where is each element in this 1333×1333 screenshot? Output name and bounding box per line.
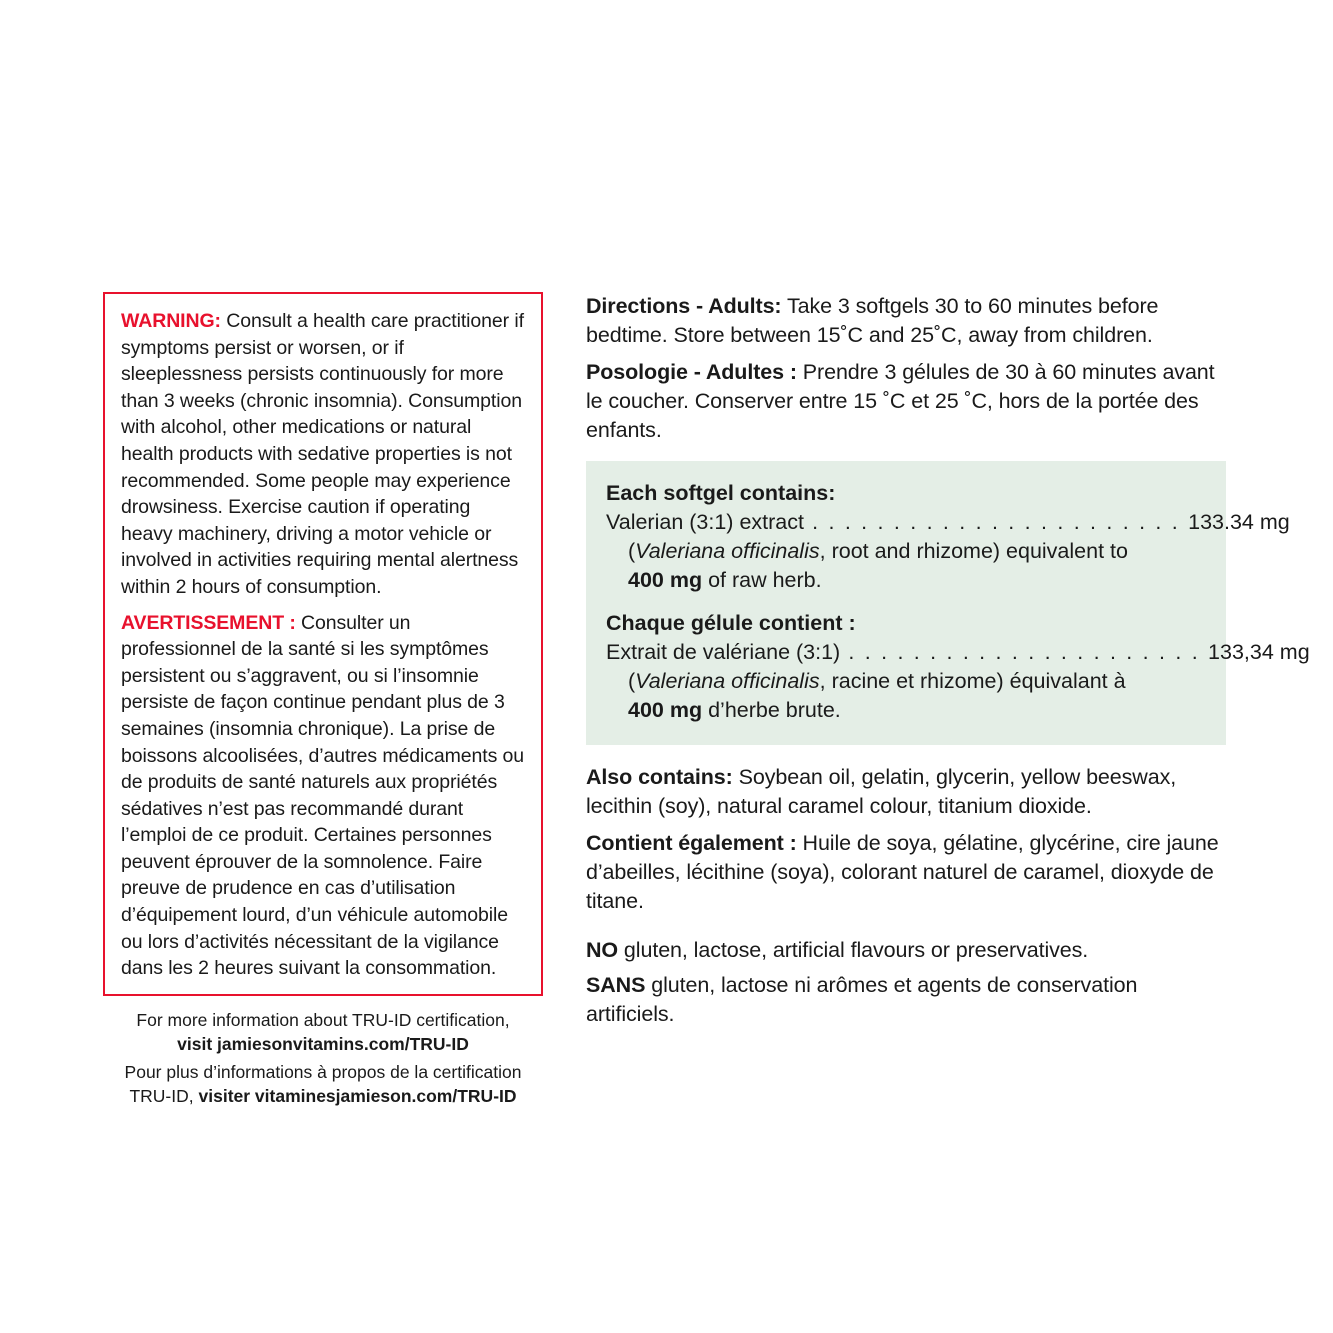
tru-id-prefix-fr: TRU-ID, [129, 1085, 199, 1106]
also-lead-fr: Contient également : [586, 831, 797, 855]
also-body-en: Soybean oil, gelatin, glycerin, yellow beeswax, lecithin (soy), natural caramel colour, titanium dioxide. [586, 765, 1177, 818]
facts-sub-post-fr: , racine et rhizome) équivalant à [819, 669, 1126, 693]
tru-id-line-fr-1: Pour plus d’informations à propos de la certification [124, 1061, 522, 1082]
free-from-en [586, 936, 1226, 965]
facts-row-en [606, 508, 1290, 537]
also-contains-fr [586, 829, 1226, 916]
facts-rawherb-text-en: of raw herb. [702, 568, 822, 592]
facts-rawherb-amount-fr: 400 mg [628, 698, 703, 722]
left-column [103, 292, 543, 1108]
also-contains-section [586, 763, 1226, 916]
supplement-facts-box [586, 461, 1310, 745]
facts-rawherb-amount-en: 400 mg [628, 568, 703, 592]
directions-section [586, 292, 1226, 445]
facts-sub-pre-en: ( [628, 539, 636, 563]
free-lead-fr: SANS [586, 973, 646, 997]
also-lead-en: Also contains: [586, 765, 733, 789]
warning-text-fr [121, 610, 525, 982]
tru-id-line-fr-2 [103, 1084, 543, 1108]
directions-lead-fr: Posologie - Adultes : [586, 360, 797, 384]
also-contains-en [586, 763, 1226, 821]
facts-row-fr [606, 638, 1310, 667]
also-body-fr: Huile de soya, gélatine, glycérine, cire jaune d’abeilles, lécithine (soya), colorant naturel de caramel, dioxyde de titane. [586, 831, 1219, 913]
warning-lead-fr: AVERTISSEMENT : [121, 611, 296, 634]
facts-dots-fr: . . . . . . . . . . . . . . . . . . . . . . [840, 640, 1209, 664]
facts-subtext2-fr [606, 696, 1206, 725]
tru-id-info [103, 1008, 543, 1108]
facts-ingredient-fr: Extrait de valériane (3:1) [606, 640, 841, 664]
facts-latin-name-en: Valeriana officinalis [635, 539, 820, 563]
facts-amount-fr: 133,34 mg [1208, 640, 1310, 664]
warning-body-en: Consult a health care practitioner if symptoms persist or worsen, or if sleeplessness persists continuously for more than 3 weeks (chronic insomnia). Consumption with alcohol, other medications or natural health products with sedative properties is not recommended. Some people may experience drowsiness. Exercise caution if operating heavy machinery, driving a motor vehicle or involved in activities requiring mental alertness within 2 hours of consumption. [121, 310, 524, 598]
free-from-fr [586, 971, 1226, 1029]
free-from-section [586, 936, 1226, 1029]
facts-header-fr: Chaque gélule contient : [606, 611, 856, 635]
directions-lead-en: Directions - Adults: [586, 294, 782, 318]
facts-sub-post-en: , root and rhizome) equivalent to [819, 539, 1128, 563]
facts-sub-pre-fr: ( [628, 669, 636, 693]
facts-dots-en: . . . . . . . . . . . . . . . . . . . . . . . [803, 510, 1189, 534]
warning-box [103, 292, 543, 996]
warning-lead-en: WARNING: [121, 310, 221, 332]
facts-subtext2-en [606, 566, 1206, 595]
warning-text-en [121, 308, 525, 601]
free-lead-en: NO [586, 938, 619, 962]
tru-id-line-en-1: For more information about TRU-ID certification, [136, 1009, 510, 1030]
tru-id-link-fr[interactable]: visiter vitaminesjamieson.com/TRU-ID [198, 1085, 517, 1106]
facts-subtext-en [606, 537, 1206, 566]
facts-header-en: Each softgel contains: [606, 481, 836, 505]
directions-en [586, 292, 1226, 350]
directions-body-en: Take 3 softgels 30 to 60 minutes before bedtime. Store between 15˚C and 25˚C, away from children. [586, 294, 1159, 347]
facts-ingredient-en: Valerian (3:1) extract [606, 510, 804, 534]
facts-latin-name-fr: Valeriana officinalis [635, 669, 820, 693]
warning-body-fr: Consulter un professionnel de la santé si les symptômes persistent ou s’aggravent, ou si l’insomnie persiste de façon continue pendant plus de 3 semaines (insomnia chronique). La prise de boissons alcoolisées, d’autres médicaments ou de produits de santé naturels aux propriétés sédatives n’est pas recommandé durant l’emploi de ce produit. Certaines personnes peuvent éprouver de la somnolence. Faire preuve de prudence en cas d’utilisation d’équipement lourd, d’un véhicule automobile ou lors d’activités nécessitant de la vigilance dans les 2 heures suivant la consommation. [121, 611, 525, 980]
tru-id-link-en[interactable]: visit jamiesonvitamins.com/TRU-ID [177, 1033, 469, 1054]
facts-rawherb-text-fr: d’herbe brute. [702, 698, 841, 722]
facts-amount-en: 133.34 mg [1188, 510, 1290, 534]
facts-subtext-fr [606, 667, 1206, 696]
right-column [586, 292, 1310, 1029]
directions-body-fr: Prendre 3 gélules de 30 à 60 minutes avant le coucher. Conserver entre 15 ˚C et 25 ˚C, hors de la portée des enfants. [586, 360, 1215, 442]
directions-fr [586, 358, 1226, 445]
free-body-fr: gluten, lactose ni arômes et agents de conservation artificiels. [586, 973, 1138, 1026]
free-body-en: gluten, lactose, artificial flavours or preservatives. [618, 938, 1089, 962]
